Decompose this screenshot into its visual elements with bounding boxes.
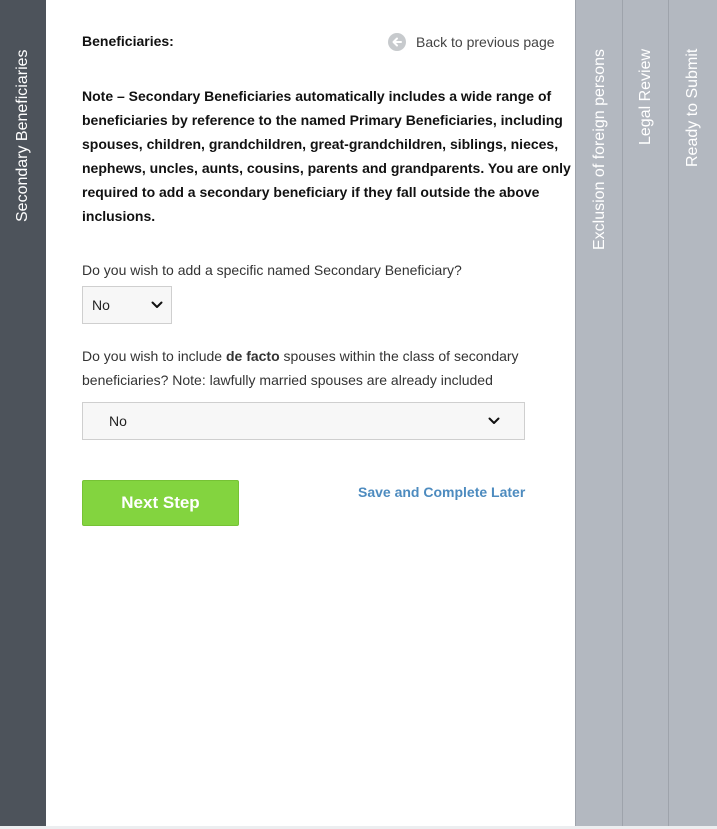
- named-beneficiary-question: Do you wish to add a specific named Secondary Beneficiary?: [82, 262, 462, 278]
- de-facto-question: [82, 344, 542, 392]
- chevron-down-icon: [488, 417, 500, 425]
- de-facto-question-prefix: Do you wish to include: [82, 348, 226, 364]
- chevron-down-icon: [151, 301, 163, 309]
- secondary-beneficiaries-note: Note – Secondary Beneficiaries automatically includes a wide range of beneficiaries by reference to the named Primary Beneficiaries, including spouses, children, grandchildren, great-grandchildren, siblings, nieces, nephews, uncles, aunts, cousins, parents and grandparents. You are only required to add a secondary beneficiary if they fall outside the above inclusions.: [82, 88, 571, 224]
- step-tab-legal-review-label: Legal Review: [637, 48, 654, 145]
- de-facto-emphasis: de facto: [225, 348, 280, 364]
- main-content: [46, 0, 575, 826]
- section-title: Beneficiaries:: [82, 33, 174, 49]
- named-beneficiary-select-value: No: [92, 297, 110, 313]
- step-tab-exclusion-label: Exclusion of foreign persons: [591, 49, 608, 250]
- back-link-label: Back to previous page: [416, 34, 555, 50]
- step-tab-legal-review[interactable]: [622, 0, 668, 826]
- save-and-complete-later-link[interactable]: Save and Complete Later: [358, 484, 526, 500]
- back-to-previous-link[interactable]: [388, 32, 555, 52]
- current-step-label: Secondary Beneficiaries: [14, 49, 31, 222]
- de-facto-select[interactable]: [82, 402, 525, 440]
- step-tab-ready-to-submit[interactable]: [668, 0, 717, 826]
- arrow-left-circle-icon: [388, 33, 406, 51]
- current-step-rail: [0, 0, 46, 826]
- step-tab-ready-to-submit-label: Ready to Submit: [684, 48, 701, 167]
- de-facto-question-suffix: spouses within the class of secondary beneficiaries? Note: lawfully married spouses are already included: [82, 348, 519, 388]
- de-facto-select-value: No: [109, 413, 127, 429]
- named-beneficiary-select[interactable]: [82, 286, 172, 324]
- next-step-button[interactable]: Next Step: [82, 480, 239, 526]
- step-tab-exclusion[interactable]: [575, 0, 622, 826]
